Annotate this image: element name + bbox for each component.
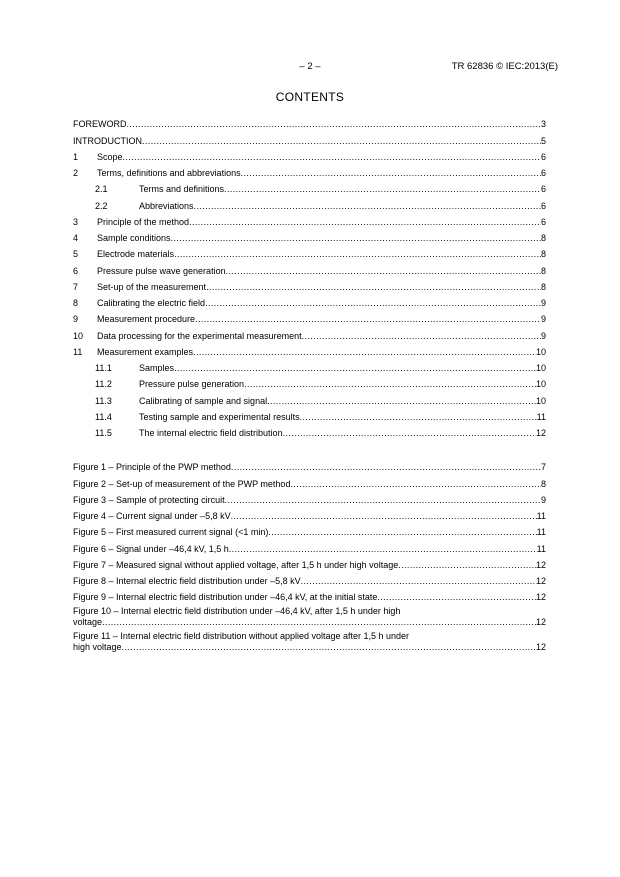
toc-entry-page: 8: [540, 281, 546, 292]
toc-entry-number: 11.3: [95, 395, 112, 406]
toc-entry-title: Abbreviations: [139, 200, 194, 211]
toc-entry-number: 10: [73, 330, 84, 341]
toc-entry[interactable]: [73, 309, 546, 325]
toc-entry[interactable]: [73, 277, 546, 293]
toc-entry-page: 10: [535, 379, 546, 390]
dot-leader: [225, 495, 541, 506]
dot-leader: [174, 363, 536, 374]
dot-leader: [171, 233, 541, 244]
toc-entry[interactable]: [73, 390, 546, 406]
toc-entry[interactable]: [73, 374, 546, 390]
figure-entry-title: Figure 10 – Internal electric field distribution under –46,4 kV, after 1,5 h under high: [73, 606, 401, 617]
toc-entry-number: 6: [73, 265, 79, 276]
dot-leader: [123, 152, 541, 163]
toc-entry-title: Pressure pulse wave generation: [97, 265, 226, 276]
figure-entry[interactable]: [73, 606, 546, 628]
dot-leader: [174, 249, 541, 260]
toc-entry-page: 10: [535, 395, 546, 406]
toc-entry-number: 7: [73, 281, 79, 292]
toc-entry[interactable]: [73, 147, 546, 163]
dot-leader: [122, 642, 536, 653]
dot-leader: [231, 462, 541, 473]
toc-entry-title: Pressure pulse generation: [139, 379, 245, 390]
contents-title: CONTENTS: [275, 90, 345, 104]
figure-entry-page: 12: [535, 592, 546, 603]
figure-entry-page: 11: [536, 511, 546, 521]
dot-leader: [189, 217, 541, 228]
toc-entry[interactable]: [73, 228, 546, 244]
toc-entry-number: 11.4: [95, 411, 112, 422]
toc-entry-number: 8: [73, 298, 79, 308]
toc-entry-page: 6: [540, 151, 546, 162]
dot-leader: [226, 266, 541, 277]
toc-entry-page: 5: [540, 135, 546, 146]
figure-entry-page: 12: [535, 559, 546, 570]
toc-entry-page: 8: [540, 233, 546, 243]
toc-entry-title: INTRODUCTION: [73, 135, 142, 146]
toc-entry-page: 9: [540, 314, 546, 325]
toc-entry-page: 6: [540, 200, 546, 211]
figure-entry-title: Figure 5 – First measured current signal (<1 min): [73, 527, 269, 538]
table-of-contents: [73, 114, 546, 439]
toc-entry-page: 9: [540, 298, 546, 308]
toc-entry-page: 6: [540, 168, 546, 178]
toc-entry-title: Testing sample and experimental results: [139, 411, 300, 422]
toc-entry-title: Set-up of the measurement: [97, 281, 207, 292]
toc-entry-number: 2.2: [95, 200, 108, 211]
toc-entry-page: 6: [540, 184, 546, 195]
figure-entry-title: Figure 9 – Internal electric field distribution under –46,4 kV, at the initial state: [73, 592, 378, 603]
toc-entry-number: 11.2: [95, 379, 112, 390]
dot-leader: [300, 412, 537, 423]
toc-entry-page: 3: [540, 119, 546, 130]
figure-entry[interactable]: [73, 490, 546, 506]
toc-entry[interactable]: [73, 325, 546, 341]
toc-entry-title: Sample conditions: [97, 233, 171, 243]
figure-entry[interactable]: [73, 457, 546, 473]
toc-entry-number: 2: [73, 168, 79, 178]
dot-leader: [302, 331, 541, 342]
toc-entry-number: 1: [73, 151, 79, 162]
document-reference: TR 62836 © IEC:2013(E): [451, 61, 558, 72]
toc-entry-title: Data processing for the experimental measurement: [97, 330, 302, 341]
dot-leader: [267, 396, 536, 407]
toc-entry[interactable]: [73, 342, 546, 358]
toc-entry-title: Measurement examples: [97, 346, 194, 357]
dot-leader: [231, 511, 537, 522]
figure-entry-title-continued: voltage: [73, 617, 103, 628]
toc-entry-page: 12: [535, 428, 546, 438]
figure-entry[interactable]: [73, 587, 546, 603]
page-number: – 2 –: [299, 61, 321, 72]
dot-leader: [194, 201, 541, 212]
figure-entry-page: 11: [536, 527, 546, 538]
figure-entry-title: Figure 11 – Internal electric field distribution without applied voltage after 1,5 h under: [73, 631, 410, 642]
figure-entry[interactable]: [73, 522, 546, 538]
figure-entry-title: Figure 1 – Principle of the PWP method: [73, 462, 231, 473]
dot-leader: [241, 168, 541, 179]
toc-entry-page: 10: [535, 363, 546, 373]
toc-entry[interactable]: [73, 195, 546, 211]
toc-entry-title: Principle of the method: [97, 216, 190, 227]
toc-entry-page: 8: [540, 265, 546, 276]
figure-entry-page: 12: [535, 617, 546, 628]
toc-entry-title: Terms, definitions and abbreviations: [97, 168, 241, 178]
figure-entry-page: 12: [535, 642, 546, 653]
dot-leader: [224, 184, 541, 195]
dot-leader: [244, 379, 536, 390]
dot-leader: [377, 592, 536, 603]
figure-entry-title: Figure 6 – Signal under –46,4 kV, 1,5 h: [73, 543, 229, 554]
toc-entry-number: 5: [73, 249, 79, 260]
dot-leader: [102, 617, 536, 628]
dot-leader: [206, 282, 541, 293]
figure-entry[interactable]: [73, 538, 546, 554]
toc-entry[interactable]: [73, 212, 546, 228]
toc-entry[interactable]: [73, 114, 546, 130]
toc-entry-title: Terms and definitions: [139, 184, 225, 195]
toc-entry-page: 11: [536, 411, 546, 422]
figure-entry-title: Figure 8 – Internal electric field distribution under –5,8 kV: [73, 576, 301, 586]
toc-entry-number: 3: [73, 216, 79, 227]
toc-entry-page: 9: [540, 330, 546, 341]
toc-entry-number: 11.5: [95, 428, 112, 438]
figure-entry-title-continued: high voltage: [73, 642, 122, 653]
toc-entry[interactable]: [73, 423, 546, 439]
figure-entry-page: 9: [540, 494, 546, 505]
dot-leader: [283, 428, 536, 439]
figure-entry[interactable]: [73, 571, 546, 587]
dot-leader: [290, 479, 541, 490]
dot-leader: [193, 347, 536, 358]
figure-entry-title: Figure 2 – Set-up of measurement of the PWP method: [73, 478, 291, 489]
toc-entry-number: 4: [73, 233, 79, 243]
dot-leader: [268, 527, 536, 538]
toc-entry-page: 8: [540, 249, 546, 260]
dot-leader: [142, 136, 541, 147]
toc-entry[interactable]: [73, 163, 546, 179]
toc-entry[interactable]: [73, 407, 546, 423]
dot-leader: [398, 560, 536, 571]
toc-entry-title: FOREWORD: [73, 119, 127, 130]
toc-entry[interactable]: [73, 358, 546, 374]
figure-entry-page: 7: [540, 462, 546, 473]
toc-entry[interactable]: [73, 293, 546, 309]
toc-entry-title: Calibrating the electric field: [97, 298, 206, 308]
dot-leader: [205, 298, 541, 309]
dot-leader: [301, 576, 536, 587]
toc-entry-title: Electrode materials: [97, 249, 175, 260]
toc-entry-title: Measurement procedure: [97, 314, 196, 325]
figure-entry-page: 8: [540, 478, 546, 489]
toc-entry-title: Calibrating of sample and signal: [139, 395, 268, 406]
list-of-figures: [73, 457, 546, 655]
dot-leader: [229, 544, 537, 555]
figure-entry[interactable]: [73, 473, 546, 489]
figure-entry-title: Figure 4 – Current signal under –5,8 kV: [73, 511, 231, 521]
dot-leader: [127, 119, 541, 130]
toc-entry[interactable]: [73, 260, 546, 276]
dot-leader: [195, 314, 541, 325]
toc-entry-page: 6: [540, 216, 546, 227]
figure-entry[interactable]: [73, 631, 546, 653]
figure-entry-title: Figure 3 – Sample of protecting circuit: [73, 494, 225, 505]
toc-entry[interactable]: [73, 244, 546, 260]
toc-entry-title: Scope: [97, 151, 123, 162]
toc-entry-number: 9: [73, 314, 79, 325]
figure-entry-page: 12: [535, 576, 546, 586]
figure-entry[interactable]: [73, 555, 546, 571]
toc-entry-number: 11.1: [95, 363, 112, 373]
toc-entry-title: Samples: [139, 363, 175, 373]
toc-entry[interactable]: [73, 130, 546, 146]
toc-entry-number: 11: [73, 346, 83, 357]
figure-entry[interactable]: [73, 506, 546, 522]
toc-entry-number: 2.1: [95, 184, 108, 195]
toc-entry[interactable]: [73, 179, 546, 195]
figure-entry-title: Figure 7 – Measured signal without applied voltage, after 1,5 h under high voltage: [73, 559, 399, 570]
toc-entry-title: The internal electric field distribution: [139, 428, 283, 438]
toc-entry-page: 10: [535, 346, 546, 357]
figure-entry-page: 11: [536, 543, 546, 554]
